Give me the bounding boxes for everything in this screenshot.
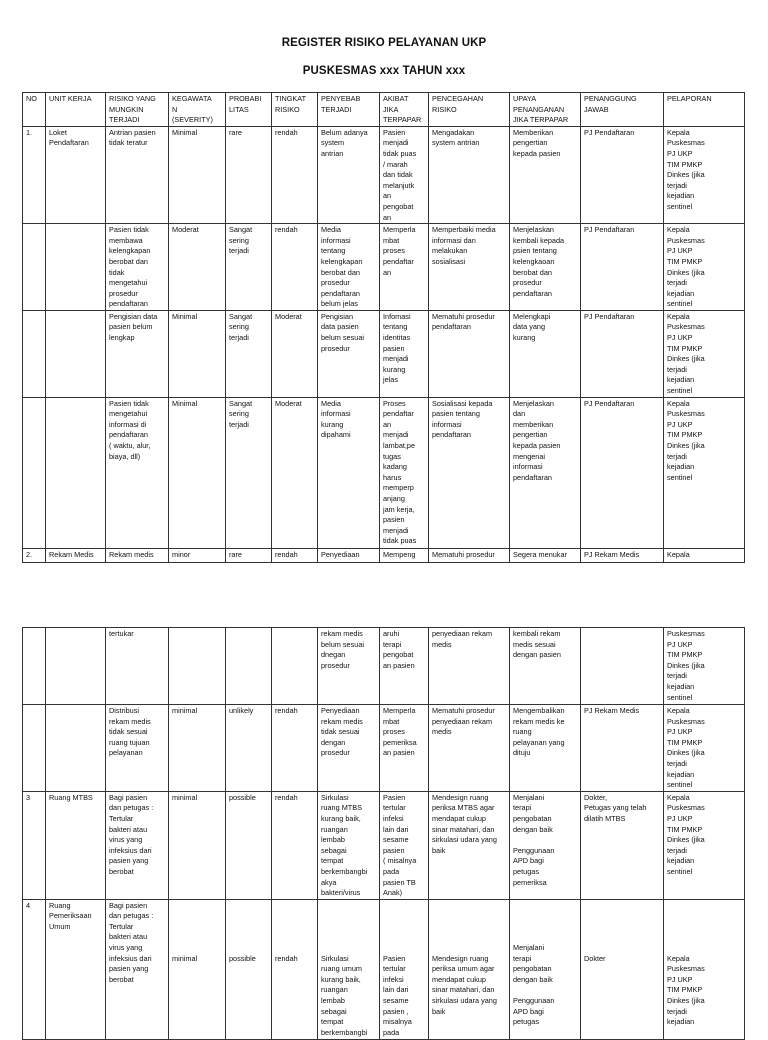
table-cell: Memperla mbat proses pendaftar an bbox=[380, 224, 429, 311]
column-header: UNIT KERJA bbox=[46, 93, 106, 127]
table-row bbox=[23, 705, 745, 792]
table-cell: Penyediaan bbox=[318, 548, 380, 562]
table-cell: Mematuhi prosedur bbox=[429, 548, 510, 562]
table-cell: rendah bbox=[272, 705, 318, 792]
table-row bbox=[23, 310, 745, 397]
column-header: NO bbox=[23, 93, 46, 127]
table-cell: rekam medis belum sesuai dnegan prosedur bbox=[318, 628, 380, 705]
table-cell: minimal bbox=[169, 791, 226, 899]
table-cell bbox=[226, 628, 272, 705]
table-cell: Pengisian data pasien belum sesuai prosedur bbox=[318, 310, 380, 397]
column-header: KEGAWATA N (SEVERITY) bbox=[169, 93, 226, 127]
table-cell: Menjelaskan kembali kepada psien tentang kelengkaoan berobat dan prosedur pendaftaran bbox=[510, 224, 581, 311]
table-cell: Kepala bbox=[664, 548, 745, 562]
column-header: TINGKAT RISIKO bbox=[272, 93, 318, 127]
table-cell: 1. bbox=[23, 126, 46, 223]
table-cell: Segera menukar bbox=[510, 548, 581, 562]
document-subtitle: PUSKESMAS xxx TAHUN xxx bbox=[302, 65, 466, 77]
table-cell: Dokter bbox=[581, 899, 664, 1039]
table-cell: Pasien tidak mengetahui informasi di pendaftaran ( waktu, alur, biaya, dll) bbox=[106, 397, 169, 548]
table-cell bbox=[23, 628, 46, 705]
table-cell: Puskesmas PJ UKP TIM PMKP Dinkes (jika terjadi kejadian sentinel bbox=[664, 628, 745, 705]
column-header: AKIBAT JIKA TERPAPAR bbox=[380, 93, 429, 127]
table-cell: rendah bbox=[272, 899, 318, 1039]
table-cell: Memperbaiki media informasi dan melakukan sosialisasi bbox=[429, 224, 510, 311]
table-cell: Bagi pasien dan petugas : Tertular bakteri atau virus yang infeksius dari pasien yang berobat bbox=[106, 791, 169, 899]
table-cell: Belum adanya system antrian bbox=[318, 126, 380, 223]
table-cell: rendah bbox=[272, 224, 318, 311]
table-cell: Ruang Pemeriksaan Umum bbox=[46, 899, 106, 1039]
table-cell: aruhi terapi pengobat an pasien bbox=[380, 628, 429, 705]
table-cell bbox=[581, 628, 664, 705]
table-cell: Mendesign ruang periksa MTBS agar mendapat cukup sinar matahari, dan sirkulasi udara yang baik bbox=[429, 791, 510, 899]
column-header: PROBABI LITAS bbox=[226, 93, 272, 127]
table-cell: Menjelaskan dan memberikan pengertian kepada pasien mengenai informasi pendaftaran bbox=[510, 397, 581, 548]
table-cell: Infomasi tentang identitas pasien menjadi kurang jelas bbox=[380, 310, 429, 397]
table-cell: Mematuhi prosedur penyediaan rekam medis bbox=[429, 705, 510, 792]
table-row bbox=[23, 628, 745, 705]
table-cell: PJ Pendaftaran bbox=[581, 126, 664, 223]
column-header: RISIKO YANG MUNGKIN TERJADI bbox=[106, 93, 169, 127]
table-header-row bbox=[23, 93, 745, 127]
table-cell: Dokter, Petugas yang telah dilatih MTBS bbox=[581, 791, 664, 899]
table-row bbox=[23, 126, 745, 223]
table-cell: PJ Rekam Medis bbox=[581, 705, 664, 792]
table-cell: PJ Pendaftaran bbox=[581, 310, 664, 397]
table-cell: Kepala Puskesmas PJ UKP TIM PMKP Dinkes (jika terjadi kejadian sentinel bbox=[664, 791, 745, 899]
table-row bbox=[23, 899, 745, 1039]
table-row bbox=[23, 397, 745, 548]
table-cell: Penyediaan rekam medis tidak sesuai dengan prosedur bbox=[318, 705, 380, 792]
table-cell: 4 bbox=[23, 899, 46, 1039]
column-header: PENCEGAHAN RISIKO bbox=[429, 93, 510, 127]
risk-register-table-page-2 bbox=[22, 627, 745, 1040]
table-cell: rendah bbox=[272, 548, 318, 562]
table-cell: kembali rekam medis sesuai dengan pasien bbox=[510, 628, 581, 705]
column-header: UPAYA PENANGANAN JIKA TERPAPAR bbox=[510, 93, 581, 127]
column-header: PENANGGUNG JAWAB bbox=[581, 93, 664, 127]
table-cell: Sangat sering terjadi bbox=[226, 224, 272, 311]
table-cell bbox=[46, 310, 106, 397]
table-cell: Distribusi rekam medis tidak sesuai ruang tujuan pelayanan bbox=[106, 705, 169, 792]
table-cell: Kepala Puskesmas PJ UKP TIM PMKP Dinkes (jika terjadi kejadian sentinel bbox=[664, 705, 745, 792]
document-title: REGISTER RISIKO PELAYANAN UKP bbox=[281, 37, 487, 49]
table-cell: 2. bbox=[23, 548, 46, 562]
table-cell: PJ Pendaftaran bbox=[581, 224, 664, 311]
table-cell: PJ Rekam Medis bbox=[581, 548, 664, 562]
table-cell: Minimal bbox=[169, 397, 226, 548]
table-cell: possible bbox=[226, 899, 272, 1039]
table-cell: Pasien tertular infeksi lain dari sesame pasien ( misalnya pada pasien TB Anak) bbox=[380, 791, 429, 899]
table-cell: Menjalani terapi pengobatan dengan baik Penggunaan APD bagi petugas bbox=[510, 899, 581, 1039]
table-cell: penyediaan rekam medis bbox=[429, 628, 510, 705]
table-cell: Kepala Puskesmas PJ UKP TIM PMKP Dinkes (jika terjadi kejadian sentinel bbox=[664, 397, 745, 548]
table-cell: Mendesign ruang periksa umum agar mendapat cukup sinar matahari, dan sirkulasi udara yang baik bbox=[429, 899, 510, 1039]
table-cell: rendah bbox=[272, 126, 318, 223]
table-cell: Ruang MTBS bbox=[46, 791, 106, 899]
table-cell bbox=[46, 628, 106, 705]
table-cell: Mempeng bbox=[380, 548, 429, 562]
column-header: PENYEBAB TERJADI bbox=[318, 93, 380, 127]
table-cell: rendah bbox=[272, 791, 318, 899]
table-cell: Menjalani terapi pengobatan dengan baik Penggunaan APD bagi petugas pemeriksa bbox=[510, 791, 581, 899]
risk-register-table-page-1 bbox=[22, 92, 745, 563]
table-cell: Mengembalikan rekam medis ke ruang pelayanan yang dituju bbox=[510, 705, 581, 792]
table-cell: tertukar bbox=[106, 628, 169, 705]
table-cell: Kepala Puskesmas PJ UKP TIM PMKP Dinkes (jika terjadi kejadian sentinel bbox=[664, 310, 745, 397]
table-cell: rare bbox=[226, 548, 272, 562]
table-cell: Bagi pasien dan petugas : Tertular bakteri atau virus yang infeksius dari pasien yang berobat bbox=[106, 899, 169, 1039]
table-row bbox=[23, 791, 745, 899]
table-cell: Sirkulasi ruang umum kurang baik, ruangan lembab sebagai tempat berkembangbi bbox=[318, 899, 380, 1039]
table-cell: Mengadakan system antrian bbox=[429, 126, 510, 223]
table-cell: Antrian pasien tidak teratur bbox=[106, 126, 169, 223]
table-cell bbox=[23, 705, 46, 792]
table-cell: unlikely bbox=[226, 705, 272, 792]
table-cell: Pasien tidak membawa kelengkapan berobat dan tidak mengetahui prosedur pendaftaran bbox=[106, 224, 169, 311]
table-cell bbox=[46, 705, 106, 792]
table-cell bbox=[23, 224, 46, 311]
table-cell bbox=[23, 397, 46, 548]
table-row bbox=[23, 548, 745, 562]
table-cell: Pasien tertular infeksi lain dari sesame pasien , misalnya pada bbox=[380, 899, 429, 1039]
table-cell: Rekam medis bbox=[106, 548, 169, 562]
table-cell: Rekam Medis bbox=[46, 548, 106, 562]
table-cell: Pasien menjadi tidak puas / marah dan tidak melanjutk an pengobat an bbox=[380, 126, 429, 223]
table-cell: PJ Pendaftaran bbox=[581, 397, 664, 548]
table-cell bbox=[46, 224, 106, 311]
table-cell bbox=[46, 397, 106, 548]
table-cell: Kepala Puskesmas PJ UKP TIM PMKP Dinkes (jika terjadi kejadian sentinel bbox=[664, 224, 745, 311]
table-cell: Loket Pendaftaran bbox=[46, 126, 106, 223]
table-cell: Sangat sering terjadi bbox=[226, 310, 272, 397]
table-cell: minor bbox=[169, 548, 226, 562]
table-cell: Memperla mbat proses pemeriksa an pasien bbox=[380, 705, 429, 792]
table-cell: Mematuhi prosedur pendaftaran bbox=[429, 310, 510, 397]
table-row bbox=[23, 224, 745, 311]
table-cell: Media informasi kurang dipahami bbox=[318, 397, 380, 548]
table-cell: Sirkulasi ruang MTBS kurang baik, ruangan lembab sebagai tempat berkembangbi akya bakteri/virus bbox=[318, 791, 380, 899]
table-cell: Pengisian data pasien belum lengkap bbox=[106, 310, 169, 397]
table-cell: Moderat bbox=[169, 224, 226, 311]
table-cell: Moderat bbox=[272, 397, 318, 548]
table-cell bbox=[272, 628, 318, 705]
table-cell: Melengkapi data yang kurang bbox=[510, 310, 581, 397]
table-cell: Proses pendaftar an menjadi lambat,pe tugas kadang harus memperp anjang jam kerja, pasien menjadi tidak puas bbox=[380, 397, 429, 548]
table-cell: Minimal bbox=[169, 310, 226, 397]
table-cell bbox=[169, 628, 226, 705]
table-cell: 3 bbox=[23, 791, 46, 899]
table-cell: Sangat sering terjadi bbox=[226, 397, 272, 548]
table-cell: rare bbox=[226, 126, 272, 223]
table-cell: minimal bbox=[169, 705, 226, 792]
table-cell: Memberikan pengertian kepada pasien bbox=[510, 126, 581, 223]
table-cell: Kepala Puskesmas PJ UKP TIM PMKP Dinkes (jika terjadi kejadian sentinel bbox=[664, 126, 745, 223]
table-cell: Sosialisasi kepada pasien tentang informasi pendaftaran bbox=[429, 397, 510, 548]
table-cell: possible bbox=[226, 791, 272, 899]
column-header: PELAPORAN bbox=[664, 93, 745, 127]
table-cell: Minimal bbox=[169, 126, 226, 223]
table-cell: minimal bbox=[169, 899, 226, 1039]
table-cell: Media informasi tentang kelengkapan berobat dan prosedur pendaftaran belum jelas bbox=[318, 224, 380, 311]
table-cell: Moderat bbox=[272, 310, 318, 397]
table-cell bbox=[23, 310, 46, 397]
table-cell: Kepala Puskesmas PJ UKP TIM PMKP Dinkes (jika terjadi kejadian bbox=[664, 899, 745, 1039]
